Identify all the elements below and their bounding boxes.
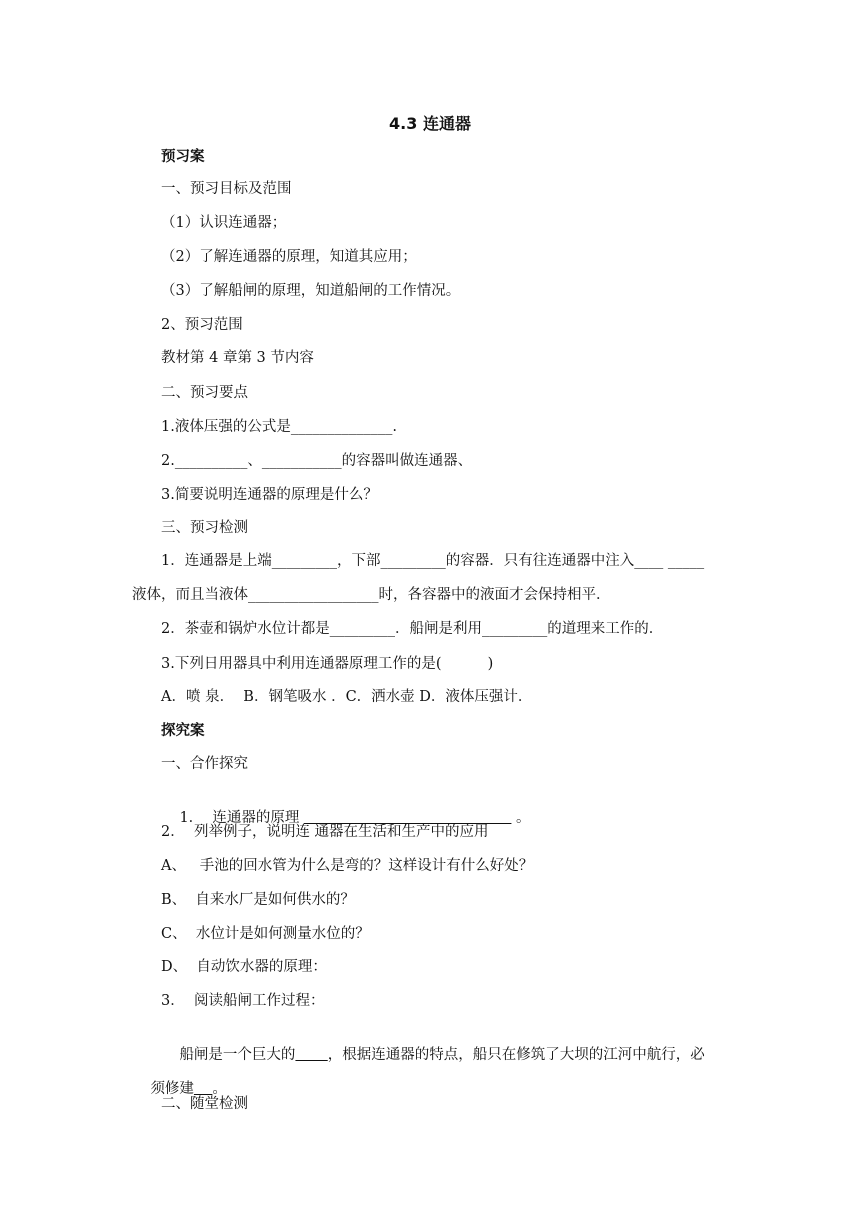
check-2: 2．茶壶和锅炉水位计都是_________．船闸是利用_________的道理来工作的． (161, 621, 664, 637)
explore-item-c: C、 水位计是如何测量水位的？ (161, 926, 370, 942)
check-1-line-b: 液体，而且当液体__________________时，各容器中的液面才会保持相平． (132, 587, 611, 603)
preview-part-1: 一、预习目标及范围 (161, 181, 292, 197)
explore-part-2: 二、随堂检测 (161, 1096, 248, 1112)
point-3: 3.简要说明连通器的原理是什么？ (161, 487, 378, 503)
check-3: 3.下列日用器具中利用连通器原理工作的是( ) (161, 656, 494, 672)
document-title: 4.3 连通器 (389, 114, 471, 133)
preview-range-text: 教材第 4 章第 3 节内容 (161, 350, 314, 366)
goal-3: （3）了解船闸的原理，知道船闸的工作情况。 (161, 283, 461, 299)
goal-1: （1）认识连通器； (161, 215, 287, 231)
point-2: 2.__________、___________的容器叫做连通器、 (161, 453, 473, 469)
section-heading-preview: 预习案 (161, 149, 205, 165)
shiplock-line-a: 船闸是一个巨大的 ，根据连通器的特点，船只在修筑了大坝的江河中航行，必 (179, 1047, 705, 1063)
goal-2: （2）了解连通器的原理，知道其应用； (161, 249, 417, 265)
explore-item-2: 2． 列举例子，说明连 通器在生活和生产中的应用 (161, 824, 489, 840)
explore-part-1: 一、合作探究 (161, 756, 248, 772)
check-3-options: A．喷 泉． B．钢笔吸水 ．C．洒水壶 D．液体压强计． (161, 689, 533, 705)
explore-item-3: 3． 阅读船闸工作过程： (161, 993, 325, 1009)
section-heading-explore: 探究案 (161, 723, 205, 739)
preview-range-heading: 2、预习范围 (161, 317, 243, 333)
preview-points-heading: 二、预习要点 (161, 385, 248, 401)
shiplock-line-b: 须修建 。 (150, 1081, 227, 1097)
explore-item-a: A、 手池的回水管为什么是弯的？这样设计有什么好处？ (161, 858, 534, 874)
explore-item-b: B、 自来水厂是如何供水的？ (161, 892, 355, 908)
explore-item-d: D、 自动饮水器的原理： (161, 959, 327, 975)
check-1-line-a: 1．连通器是上端_________，下部_________的容器．只有往连通器中注入____ _____ (161, 553, 705, 569)
point-1: 1.液体压强的公式是______________. (161, 419, 397, 435)
explore-item-1: 1． 连通器的原理 。 (179, 810, 531, 826)
preview-check-heading: 三、预习检测 (161, 520, 248, 536)
